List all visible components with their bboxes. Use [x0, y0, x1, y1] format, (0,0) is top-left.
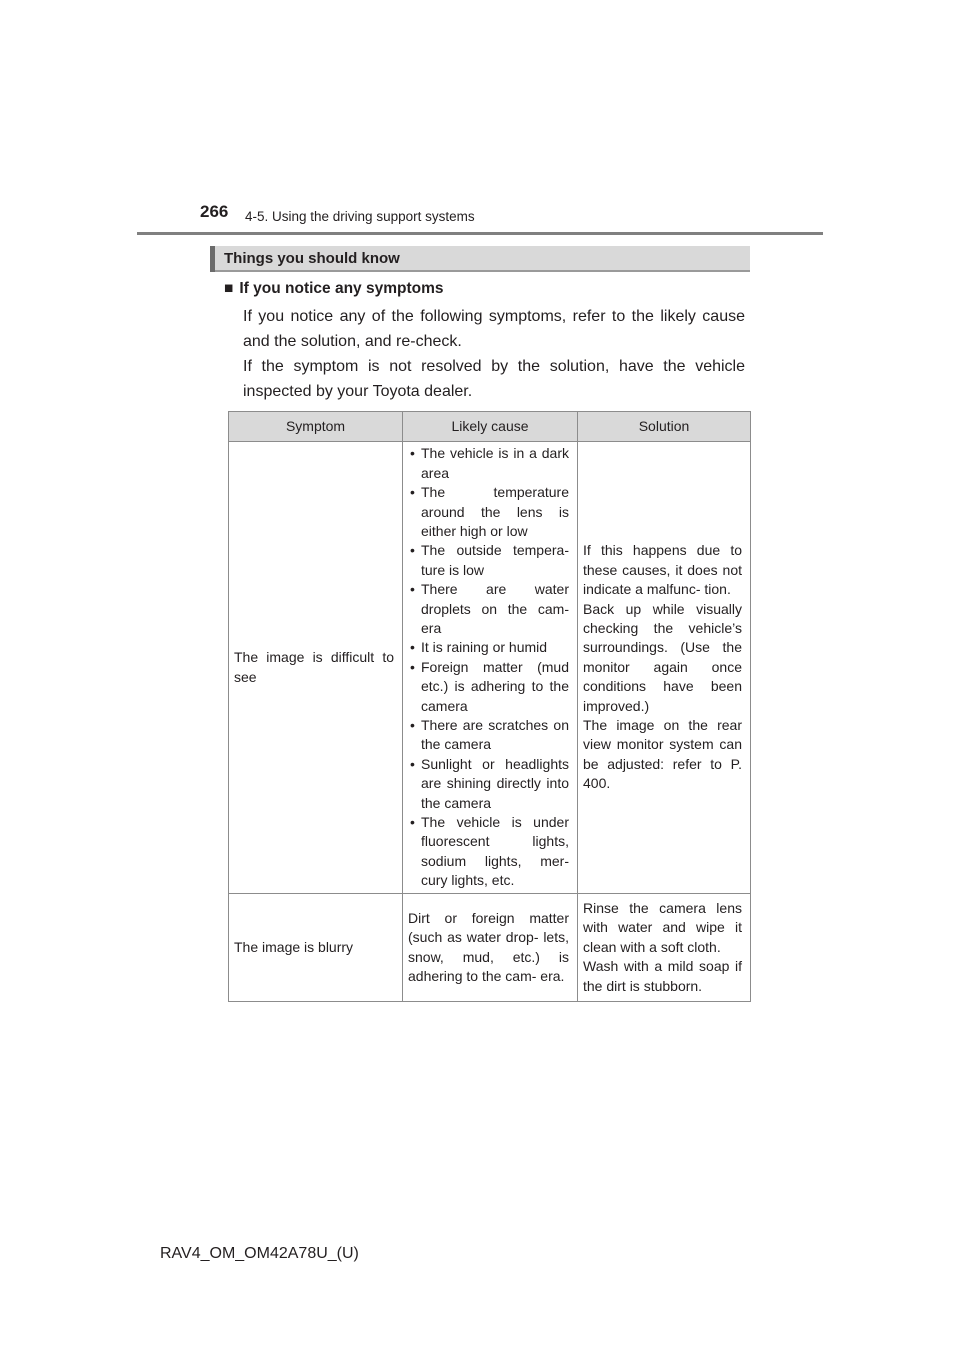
- cause-item: • Sunlight or headlights are shining directly into the camera: [408, 755, 569, 813]
- solution-line: The image on the rear view monitor system can be adjusted: refer to P. 400.: [583, 717, 742, 792]
- solution-line: Wash with a mild soap if the dirt is stubborn.: [583, 958, 742, 994]
- symptom-table: [228, 411, 751, 1002]
- page-number: 266: [200, 202, 229, 221]
- intro-paragraph: If you notice any of the following symptoms, refer to the likely cause and the solution, and re-check.: [243, 308, 745, 350]
- cause-item: • The temperature around the lens is either high or low: [408, 483, 569, 541]
- cause-item: • There are water droplets on the cam- era: [408, 580, 569, 638]
- cause-item: • Foreign matter (mud etc.) is adhering to the camera: [408, 658, 569, 716]
- table-row: [229, 442, 751, 894]
- header-symptom: Symptom: [229, 412, 403, 442]
- info-box-header: [210, 246, 750, 272]
- table-header-row: [229, 412, 751, 442]
- cause-item: • There are scratches on the camera: [408, 716, 569, 755]
- cause-list: [408, 444, 569, 890]
- solution-cell: [578, 894, 751, 1002]
- section-title: 4-5. Using the driving support systems: [245, 209, 475, 224]
- cause-cell: Dirt or foreign matter (such as water drop- lets, snow, mud, etc.) is adhering to the cam- era.: [403, 894, 578, 1002]
- cause-item: • The vehicle is in a dark area: [408, 444, 569, 483]
- subheading-text: If you notice any symptoms: [239, 280, 444, 297]
- header-solution: Solution: [578, 412, 751, 442]
- solution-line: Back up while visually checking the vehicle’s surroundings. (Use the monitor again once conditions have been improved.): [583, 600, 742, 714]
- symptom-cell: The image is blurry: [229, 894, 403, 1002]
- dealer-paragraph: If the symptom is not resolved by the solution, have the vehicle inspected by your Toyota dealer.: [243, 358, 745, 400]
- header-likely-cause: Likely cause: [403, 412, 578, 442]
- subheading: [224, 280, 444, 298]
- cause-item: • The outside tempera- ture is low: [408, 541, 569, 580]
- solution-line: Rinse the camera lens with water and wipe it clean with a soft cloth.: [583, 899, 742, 955]
- solution-line: If this happens due to these causes, it does not indicate a malfunc- tion.: [583, 542, 742, 598]
- symptom-cell: The image is difficult to see: [229, 442, 403, 894]
- header-rule: [137, 232, 823, 235]
- footer-code: RAV4_OM_OM42A78U_(U): [160, 1245, 359, 1262]
- info-box-accent-bar: [210, 246, 215, 272]
- square-bullet-icon: ■: [224, 280, 234, 297]
- cause-item: • It is raining or humid: [408, 638, 569, 657]
- solution-cell: [578, 442, 751, 894]
- cause-item: • The vehicle is under fluorescent lights, sodium lights, mer- cury lights, etc.: [408, 813, 569, 891]
- table-row: [229, 894, 751, 1002]
- cause-cell: [403, 442, 578, 894]
- info-box-title: Things you should know: [224, 250, 400, 267]
